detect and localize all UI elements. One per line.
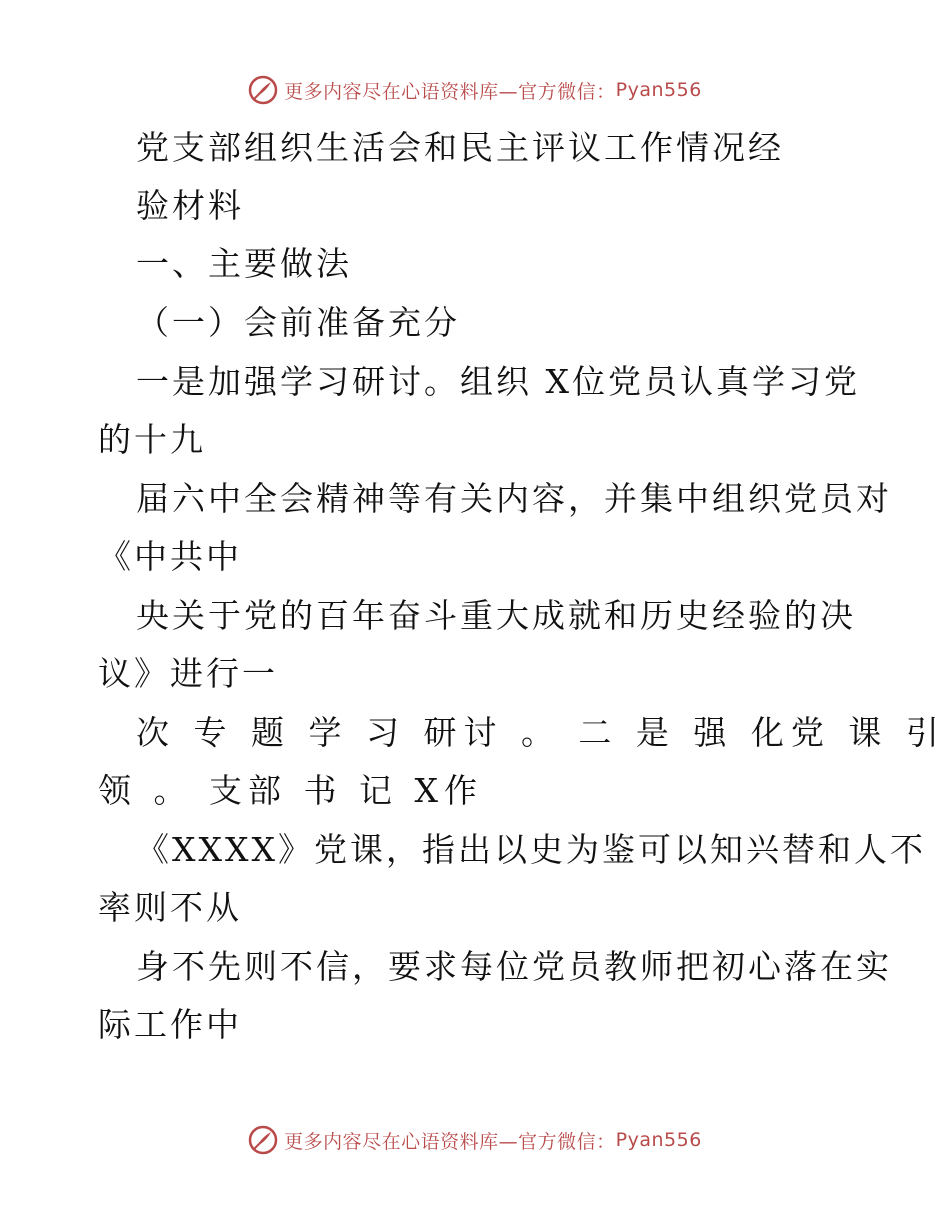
paragraph-line: 《中共中 (98, 537, 242, 576)
paragraph-line: 际工作中 (98, 1005, 242, 1044)
watermark-wechat-id: Pyan556 (615, 1129, 702, 1151)
doc-title-line-1: 党支部组织生活会和民主评议工作情况经 (136, 128, 784, 167)
paragraph-line: 议》进行一 (98, 654, 278, 693)
paragraph-line: 一是加强学习研讨。组织 X位党员认真学习党 (136, 362, 860, 401)
paragraph-line: 央关于党的百年奋斗重大成就和历史经验的决 (136, 596, 856, 635)
section-heading: 一、主要做法 (136, 244, 352, 283)
doc-title-line-2: 验材料 (136, 186, 244, 225)
paragraph-line: 率则不从 (98, 888, 242, 927)
paragraph-line: 身不先则不信，要求每位党员教师把初心落在实 (136, 947, 892, 986)
paragraph-line: 《XXXX》党课，指出以史为鉴可以知兴替和人不 (136, 830, 926, 869)
paragraph-line: 的十九 (98, 420, 206, 459)
watermark-banner-bottom (0, 1120, 950, 1160)
paragraph-line: 届六中全会精神等有关内容，并集中组织党员对 (136, 479, 892, 518)
paragraph-line: 领 。 支部 书 记 X作 (98, 771, 483, 810)
paragraph-line: 次 专 题 学 习 研讨 。 二 是 强 化党 课 引 (136, 713, 946, 752)
subsection-heading: （一）会前准备充分 (136, 303, 460, 342)
feather-pen-logo-icon (248, 1125, 278, 1155)
watermark-text: 更多内容尽在心语资料库—官方微信： (284, 1130, 616, 1153)
watermark-wechat-id: Pyan556 (615, 79, 702, 101)
watermark-text: 更多内容尽在心语资料库—官方微信： (284, 80, 616, 103)
